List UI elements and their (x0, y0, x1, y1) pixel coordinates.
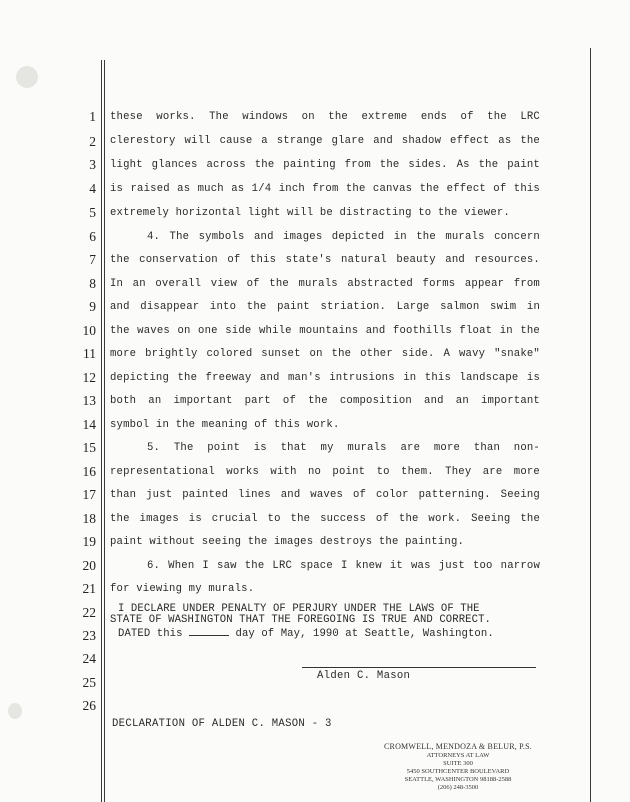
firm-city: SEATTLE, WASHINGTON 98188-2588 (404, 776, 512, 783)
body-line: and disappear into the paint striation. Large salmon swim in (110, 301, 540, 313)
line-number: 23 (82, 628, 96, 643)
body-line: the images is crucial to the success of the work. Seeing the (110, 513, 540, 525)
signature-line (302, 667, 536, 668)
body-line: 5. The point is that my murals are more than non- (147, 442, 540, 454)
body-line: representational works with no point to them. They are more (110, 466, 540, 478)
firm-name: CROMWELL, MENDOZA & BELUR, P.S. (384, 742, 532, 751)
body-line: the conservation of this state's natural beauty and resources. (110, 254, 540, 266)
line-number: 1 (89, 109, 96, 124)
line-number: 4 (89, 181, 96, 196)
line-number: 25 (82, 675, 96, 690)
body-line: clerestory will cause a strange glare and shadow effect as the (110, 135, 540, 147)
line-number: 8 (89, 276, 96, 291)
signer-name: Alden C. Mason (317, 670, 411, 682)
line-number: 10 (82, 323, 96, 338)
body-line: depicting the freeway and man's intrusions in this landscape is (110, 372, 540, 384)
left-margin-rule-inner (104, 60, 105, 802)
firm-phone: (206) 248-3500 (437, 784, 479, 791)
line-number: 11 (83, 346, 96, 361)
body-line: paint without seeing the images destroys the painting. (110, 536, 465, 548)
body-line: symbol in the meaning of this work. (110, 419, 340, 431)
line-number: 5 (89, 205, 96, 220)
line-number: 3 (89, 157, 96, 172)
body-line: light glances across the painting from the sides. As the paint (110, 159, 540, 171)
body-line: more brightly colored sunset on the other side. A wavy "snake" (110, 348, 540, 360)
declaration-line-1: I DECLARE UNDER PENALTY OF PERJURY UNDER THE LAWS OF THE (118, 603, 480, 615)
date-blank (189, 626, 229, 636)
body-line: extremely horizontal light will be distracting to the viewer. (110, 207, 510, 219)
body-line: for viewing my murals. (110, 583, 255, 595)
line-number: 9 (89, 299, 96, 314)
line-number: 12 (82, 370, 96, 385)
line-number: 15 (82, 440, 96, 455)
body-line: 6. When I saw the LRC space I knew it was just too narrow (147, 560, 540, 572)
line-number: 13 (82, 393, 96, 408)
dated-prefix: DATED this (118, 628, 183, 640)
declaration-line-2: STATE OF WASHINGTON THAT THE FOREGOING IS TRUE AND CORRECT. (110, 614, 491, 626)
left-margin-rule-outer (101, 60, 102, 802)
line-number: 24 (82, 651, 96, 666)
body-line: than just painted lines and waves of color patterning. Seeing (110, 489, 540, 501)
firm-role: ATTORNEYS AT LAW (426, 752, 490, 759)
line-number: 17 (82, 487, 96, 502)
right-margin-rule (590, 48, 591, 802)
firm-suite: SUITE 300 (443, 760, 473, 767)
line-number: 18 (82, 511, 96, 526)
body-line: the waves on one side while mountains and foothills float in the (110, 325, 540, 337)
line-number: 6 (89, 229, 96, 244)
body-line: these works. The windows on the extreme ends of the LRC (110, 111, 540, 123)
line-number: 26 (82, 698, 96, 713)
scan-smudge (8, 703, 22, 719)
scan-smudge (16, 66, 38, 88)
firm-address: 5450 SOUTHCENTER BOULEVARD (406, 768, 510, 775)
line-number: 22 (82, 605, 96, 620)
line-number: 16 (82, 464, 96, 479)
dated-suffix: day of May, 1990 at Seattle, Washington. (235, 628, 494, 640)
body-line: both an important part of the composition and an important (110, 395, 540, 407)
body-line: 4. The symbols and images depicted in the murals concern (147, 231, 540, 243)
line-number: 2 (89, 134, 96, 149)
line-number: 21 (82, 581, 96, 596)
line-number: 19 (82, 534, 96, 549)
line-number: 7 (89, 252, 96, 267)
dated-line (118, 626, 548, 640)
document-footer-title: DECLARATION OF ALDEN C. MASON - 3 (112, 718, 332, 730)
body-line: In an overall view of the murals abstracted forms appear from (110, 278, 540, 290)
line-number: 14 (82, 417, 96, 432)
body-line: is raised as much as 1/4 inch from the canvas the effect of this (110, 183, 540, 195)
line-number: 20 (82, 558, 96, 573)
